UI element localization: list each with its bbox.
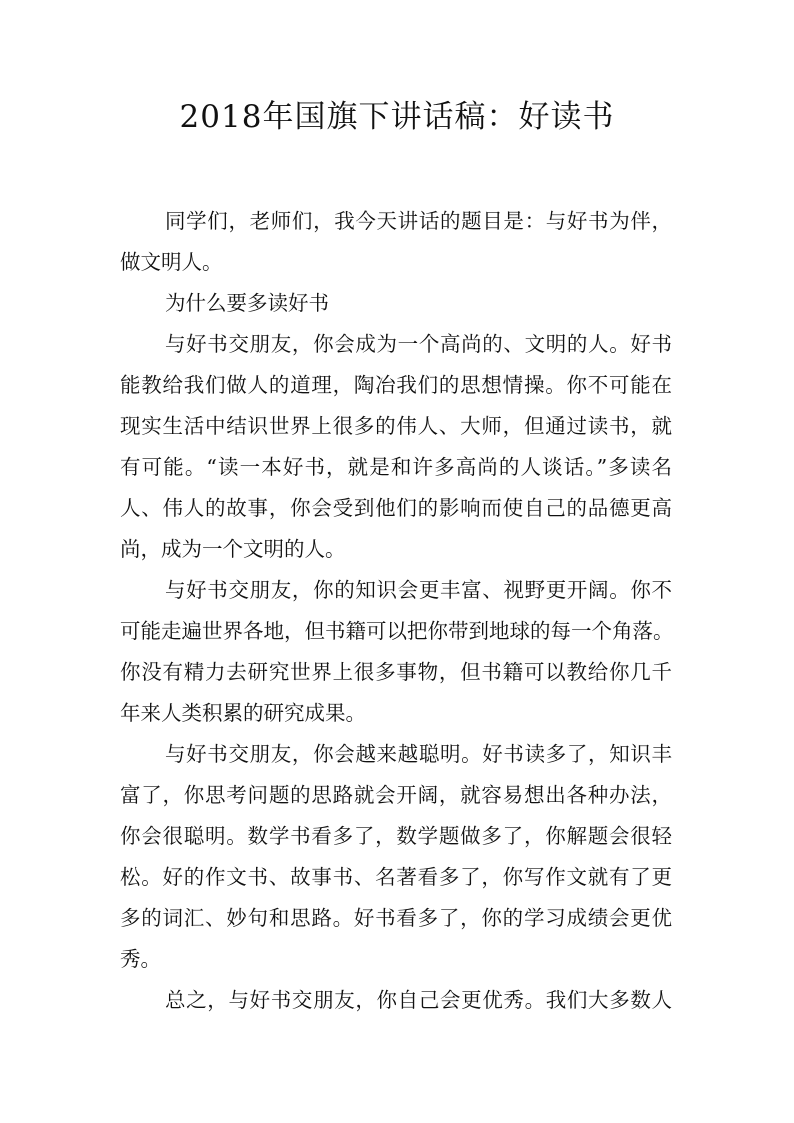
paragraph [120,980,672,1021]
paragraph-line: 你没有精力去研究世界上很多事物，但书籍可以教给你几千 [120,660,672,684]
paragraph-line: 松。好的作文书、故事书、名著看多了，你写作文就有了更 [120,865,672,889]
paragraph-line: 年来人类积累的研究成果。 [120,701,366,725]
document-title: 2018年国旗下讲话稿：好读书 [179,99,615,135]
paragraph [120,734,672,980]
paragraph [120,324,672,570]
paragraph-line: 同学们，老师们，我今天讲话的题目是：与好书为伴， [165,209,672,233]
paragraph-line: 富了，你思考问题的思路就会开阔，就容易想出各种办法， [120,783,672,807]
paragraph-line: 人、伟人的故事，你会受到他们的影响而使自己的品德更高 [120,496,672,520]
paragraph [120,201,672,283]
paragraph-line: 尚，成为一个文明的人。 [120,537,346,561]
paragraph-line: 做文明人。 [120,250,223,274]
paragraph-line: 能教给我们做人的道理，陶冶我们的思想情操。你不可能在 [120,373,672,397]
paragraph-line: 现实生活中结识世界上很多的伟人、大师，但通过读书，就 [120,414,672,438]
paragraph-line: 你会很聪明。数学书看多了，数学题做多了，你解题会很轻 [120,824,672,848]
paragraph-line: 有可能。“读一本好书，就是和许多高尚的人谈话。”多读名 [120,455,672,479]
paragraph-line: 总之，与好书交朋友，你自己会更优秀。我们大多数人 [165,988,672,1012]
paragraph [120,283,672,324]
paragraph-line: 与好书交朋友，你会越来越聪明。好书读多了，知识丰 [165,742,672,766]
paragraph-line: 为什么要多读好书 [165,291,329,315]
paragraph-line: 可能走遍世界各地，但书籍可以把你带到地球的每一个角落。 [120,619,674,643]
paragraph-line: 与好书交朋友，你的知识会更丰富、视野更开阔。你不 [165,578,672,602]
paragraph [120,570,672,734]
paragraph-line: 多的词汇、妙句和思路。好书看多了，你的学习成绩会更优 [120,906,672,930]
document-body [120,201,672,1021]
paragraph-line: 秀。 [120,947,161,971]
paragraph-line: 与好书交朋友，你会成为一个高尚的、文明的人。好书 [165,332,672,356]
